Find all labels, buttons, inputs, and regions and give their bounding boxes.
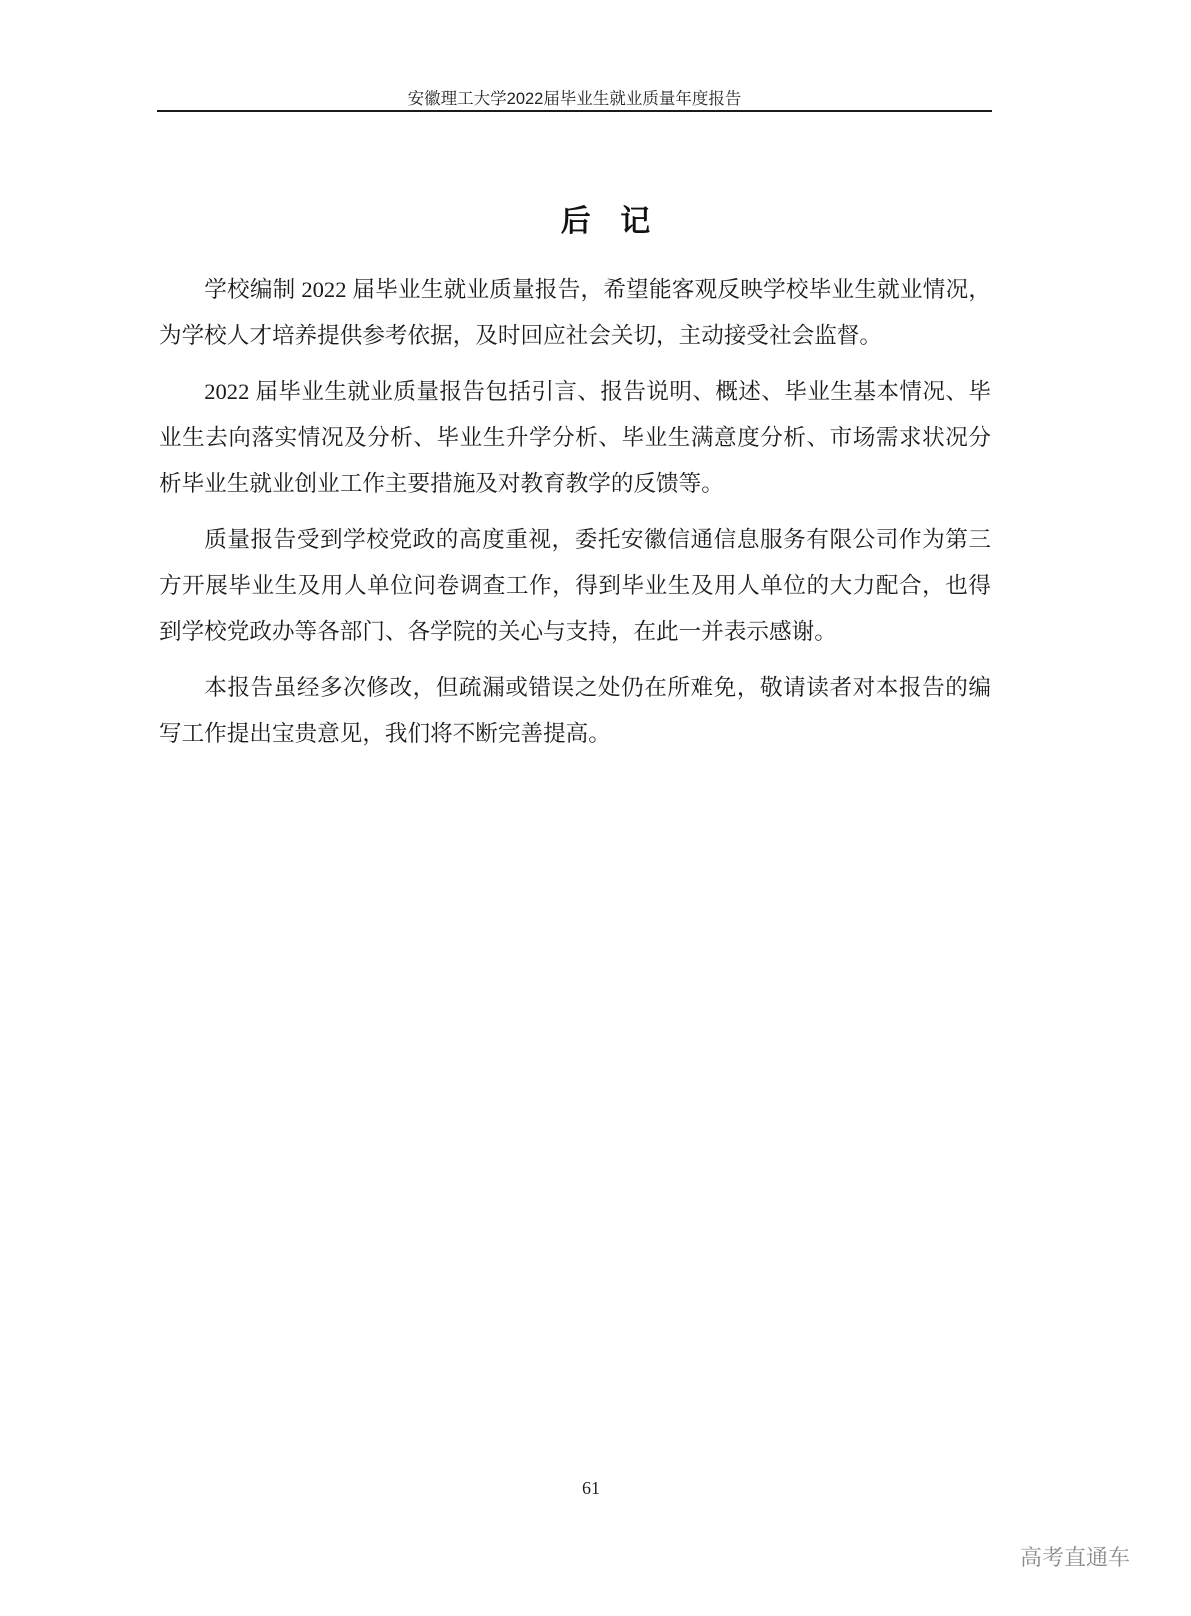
page-title: 后 记 bbox=[560, 205, 651, 238]
paragraph-line: 为学校人才培养提供参考依据，及时回应社会关切，主动接受社会监督。 bbox=[159, 323, 882, 348]
paragraph-line: 业生去向落实情况及分析、毕业生升学分析、毕业生满意度分析、市场需求状况分 bbox=[159, 425, 991, 450]
running-header: 安徽理工大学2022届毕业生就业质量年度报告 bbox=[407, 90, 742, 108]
page-number: 61 bbox=[582, 1478, 600, 1498]
paragraph-2 bbox=[159, 369, 991, 507]
paragraph-line: 方开展毕业生及用人单位问卷调查工作，得到毕业生及用人单位的大力配合，也得 bbox=[159, 573, 991, 598]
paragraph-line: 写工作提出宝贵意见，我们将不断完善提高。 bbox=[159, 721, 611, 746]
paragraph-line: 学校编制 2022 届毕业生就业质量报告，希望能客观反映学校毕业生就业情况， bbox=[204, 277, 991, 302]
paragraph-line: 析毕业生就业创业工作主要措施及对教育教学的反馈等。 bbox=[159, 471, 724, 496]
header-divider bbox=[157, 110, 992, 112]
paragraph-4 bbox=[159, 665, 991, 757]
body-text bbox=[159, 267, 991, 767]
paragraph-1 bbox=[159, 267, 991, 359]
paragraph-line: 质量报告受到学校党政的高度重视，委托安徽信通信息服务有限公司作为第三 bbox=[204, 527, 991, 552]
paragraph-line: 2022 届毕业生就业质量报告包括引言、报告说明、概述、毕业生基本情况、毕 bbox=[204, 379, 991, 404]
paragraph-3 bbox=[159, 517, 991, 655]
paragraph-line: 到学校党政办等各部门、各学院的关心与支持，在此一并表示感谢。 bbox=[159, 619, 837, 644]
paragraph-line: 本报告虽经多次修改，但疏漏或错误之处仍在所难免，敬请读者对本报告的编 bbox=[204, 675, 991, 700]
watermark: 高考直通车 bbox=[1019, 1545, 1130, 1570]
